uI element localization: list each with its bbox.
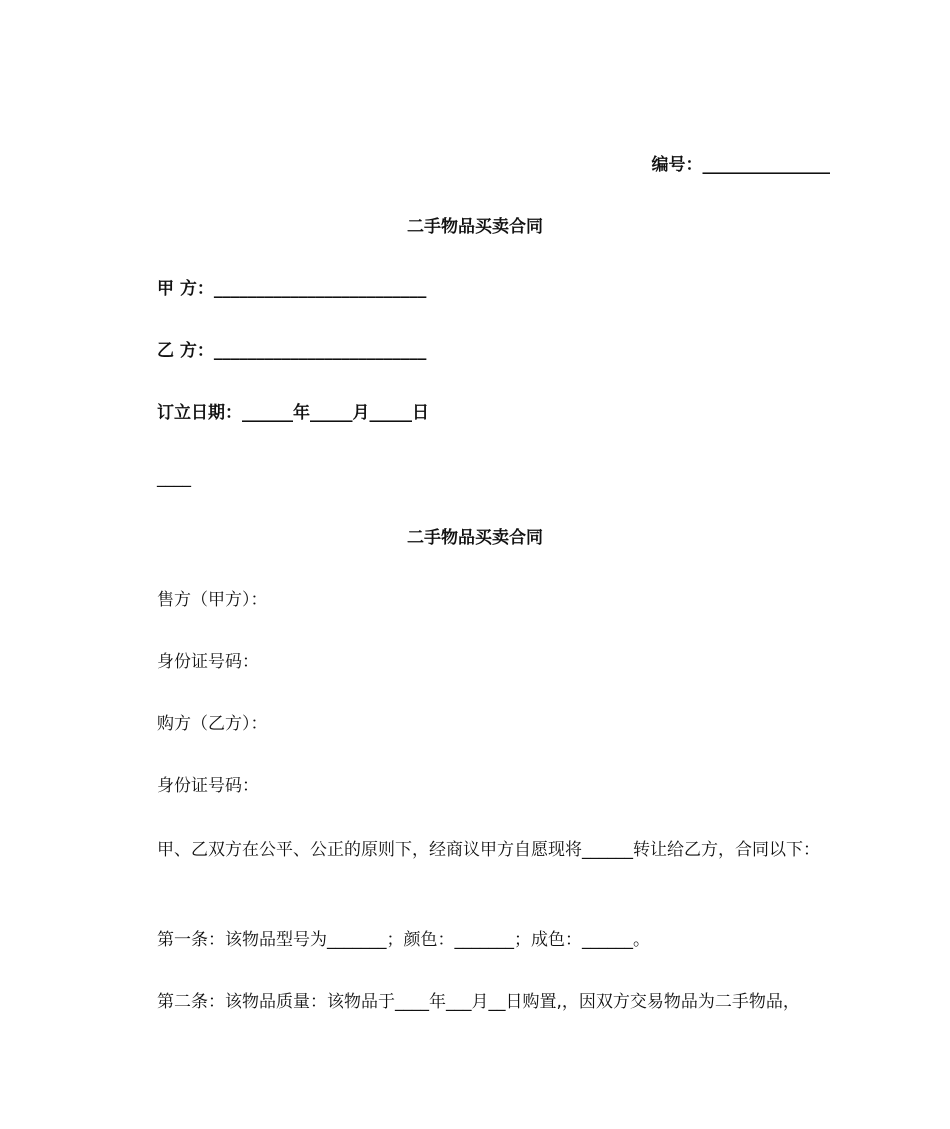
article-2: 第二条：该物品质量：该物品于____年___月__日购置,，因双方交易物品为二手物品， <box>157 992 800 1012</box>
intro-paragraph: 甲、乙双方在公平、公正的原则下，经商议甲方自愿现将______转让给乙方，合同以下： <box>157 840 820 860</box>
contract-number-line: 编号：_______________ <box>651 155 830 175</box>
party-a-line: 甲 方：_________________________ <box>157 279 427 299</box>
seller-label: 售方（甲方）： <box>157 590 268 610</box>
contract-title: 二手物品买卖合同 <box>407 528 543 548</box>
seller-id-label: 身份证号码： <box>157 652 259 672</box>
article-1: 第一条：该物品型号为_______；颜色：_______；成色：______。 <box>157 930 650 950</box>
party-b-line: 乙 方：_________________________ <box>157 341 427 361</box>
separator-line: ____ <box>157 468 191 488</box>
buyer-label: 购方（乙方）： <box>157 714 268 734</box>
sign-date-line: 订立日期：______年_____月_____日 <box>157 403 429 423</box>
cover-title: 二手物品买卖合同 <box>407 217 543 237</box>
buyer-id-label: 身份证号码： <box>157 776 259 796</box>
